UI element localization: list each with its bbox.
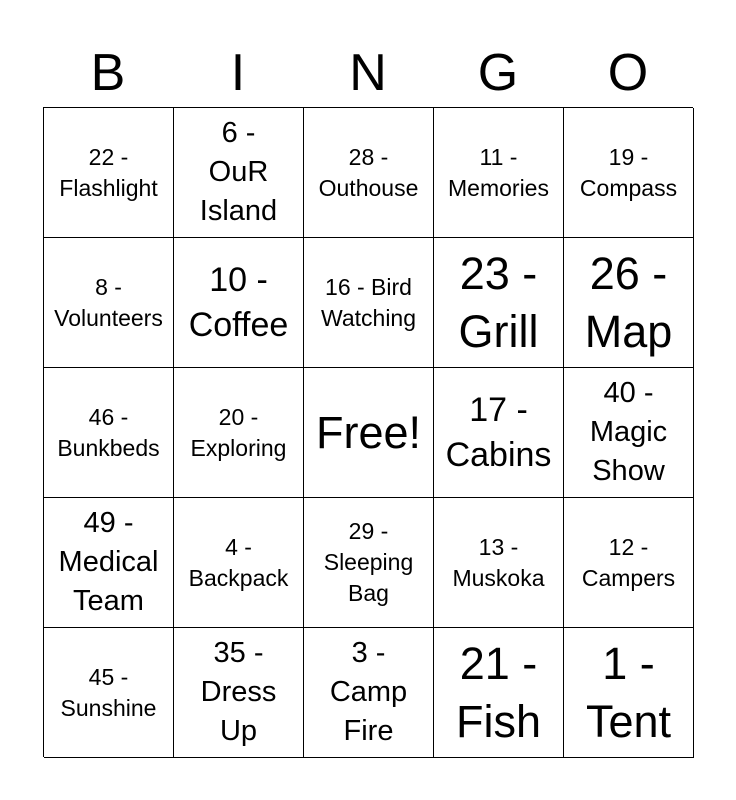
bingo-cell-label: 22 - Flashlight xyxy=(59,143,158,201)
bingo-cell[interactable] xyxy=(44,498,174,628)
bingo-cell[interactable] xyxy=(174,368,304,498)
bingo-cell-label: 11 - Memories xyxy=(448,143,549,201)
bingo-cell-label: 20 - Exploring xyxy=(190,403,287,461)
bingo-cell[interactable] xyxy=(434,238,564,368)
bingo-cell[interactable] xyxy=(174,628,304,758)
bingo-cell[interactable] xyxy=(304,368,434,498)
bingo-cell[interactable] xyxy=(564,238,694,368)
bingo-cell-label: 45 - Sunshine xyxy=(60,663,157,721)
header-letter-o: O xyxy=(607,44,649,102)
bingo-cell-label: 29 - Sleeping Bag xyxy=(323,518,414,606)
header-letter-b: B xyxy=(90,44,126,102)
bingo-cell[interactable] xyxy=(304,238,434,368)
bingo-cell-label: 46 - Bunkbeds xyxy=(57,403,160,461)
bingo-cell-label: 1 - Tent xyxy=(585,637,672,747)
bingo-cell[interactable] xyxy=(44,368,174,498)
bingo-cell-label: 6 - OuR Island xyxy=(199,117,278,227)
bingo-cell[interactable] xyxy=(564,628,694,758)
bingo-cell[interactable] xyxy=(44,238,174,368)
bingo-board xyxy=(43,107,693,757)
bingo-cell-label: 16 - Bird Watching xyxy=(320,273,417,331)
bingo-cell-label: 49 - Medical Team xyxy=(58,507,159,617)
bingo-cell-label: 40 - Magic Show xyxy=(589,377,668,487)
bingo-cell[interactable] xyxy=(434,108,564,238)
bingo-cell[interactable] xyxy=(434,628,564,758)
bingo-cell-label: 12 - Campers xyxy=(581,533,676,591)
bingo-cell-label: 28 - Outhouse xyxy=(318,143,419,201)
bingo-cell-label: 3 - Camp Fire xyxy=(329,637,408,747)
bingo-cell-label: Free! xyxy=(315,406,422,458)
bingo-cell-label: 10 - Coffee xyxy=(188,260,289,344)
bingo-cell[interactable] xyxy=(564,498,694,628)
bingo-cell-label: 19 - Compass xyxy=(579,143,678,201)
bingo-cell[interactable] xyxy=(564,368,694,498)
bingo-cell[interactable] xyxy=(564,108,694,238)
bingo-cell-label: 8 - Volunteers xyxy=(54,273,163,331)
bingo-header xyxy=(43,40,693,106)
bingo-cell-label: 17 - Cabins xyxy=(445,390,552,474)
bingo-cell[interactable] xyxy=(434,498,564,628)
bingo-cell-label: 13 - Muskoka xyxy=(452,533,545,591)
bingo-cell[interactable] xyxy=(434,368,564,498)
bingo-cell[interactable] xyxy=(174,108,304,238)
bingo-cell[interactable] xyxy=(44,628,174,758)
bingo-cell-label: 35 - Dress Up xyxy=(200,637,277,747)
bingo-cell[interactable] xyxy=(304,108,434,238)
header-letter-n: N xyxy=(349,44,387,102)
bingo-cell-label: 26 - Map xyxy=(584,247,673,357)
bingo-cell[interactable] xyxy=(44,108,174,238)
bingo-cell-label: 23 - Grill xyxy=(458,247,539,357)
bingo-cell[interactable] xyxy=(304,498,434,628)
bingo-cell-label: 4 - Backpack xyxy=(188,533,289,591)
bingo-cell-label: 21 - Fish xyxy=(455,637,541,747)
header-letter-g: G xyxy=(477,44,519,102)
header-letter-i: I xyxy=(230,44,246,102)
bingo-cell[interactable] xyxy=(174,238,304,368)
bingo-cell[interactable] xyxy=(174,498,304,628)
bingo-cell[interactable] xyxy=(304,628,434,758)
